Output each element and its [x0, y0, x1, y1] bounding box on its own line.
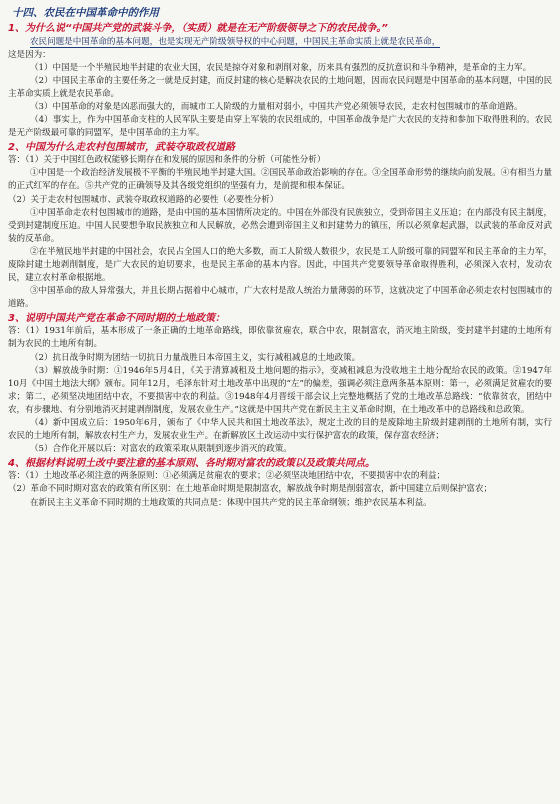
- section-1-line: [8, 36, 552, 49]
- section-2-line-5: ②在半殖民地半封建的中国社会，农民占全国人口的绝大多数，而工人阶级人数很少，农民是工人阶级可靠的同盟军和民主革命的主力军，废除封建土地剥削制度，是广大农民的迫切要求，也是民主革命的基本内容。因此，中国共产党要领导革命取得胜利，必须深入农村，发动农民，建立农村革命根据地。: [8, 246, 552, 283]
- section-4-line-2: （2）革命不同时期对富农的政策有所区别：在土地革命时期是限制富农，解放战争时期是削弱富农，新中国建立后则保护富农；: [8, 484, 493, 495]
- section-3-line-4: （4）新中国成立后：1950年6月，颁布了《中华人民共和国土地改革法》，规定土改的目的是废除地主阶级封建剥削的土地所有制，实行农民的土地所有制，解放农村生产力，发展农业生产。在新解放区土改运动中实行保护富农的政策，保存富农经济；: [8, 417, 552, 441]
- section-2-line-2: ①中国是一个政治经济发展极不平衡的半殖民地半封建大国。②国民革命政治影响的存在。③全国革命形势的继续向前发展。④有相当力量的正式红军的存在。⑤共产党的正确领导及其各级党组织的坚强有力，是前提和根本保证。: [8, 168, 552, 192]
- section-4-line-1: 答：（1）土地改革必须注意的两条原则：①必须满足贫雇农的要求；②必须坚决地团结中农，不要损害中农的利益；: [8, 471, 446, 482]
- document-title: 十四、农民在中国革命中的作用: [12, 7, 159, 19]
- section-1-line-4: （2）中国民主革命的主要任务之一就是反封建，而反封建的核心是解决农民的土地问题，因而农民问题是中国革命的基本问题，中国的民主革命实质上就是农民革命。: [8, 75, 552, 99]
- section-3-line-2: （2）抗日战争时期为团结一切抗日力量战胜日本帝国主义，实行减租减息的土地政策。: [30, 352, 361, 363]
- section-2-line-4: ①中国革命走农村包围城市的道路，是由中国的基本国情所决定的。中国在外部没有民族独立，受到帝国主义压迫；在内部没有民主制度，受到封建制度压迫。中国人民要想争取民族独立和人民解放，必然会遭到帝国主义和封建势力的镇压，所以必须拿起武器，以武装的革命反对武装的反革命。: [8, 207, 552, 244]
- section-3-heading: 3、说明中国共产党在革命不同时期的土地政策：: [8, 312, 225, 324]
- section-4-line-3: 在新民主主义革命不同时期的土地政策的共同点是：体现中国共产党的民主革命纲领；维护农民基本利益。: [30, 497, 432, 508]
- section-3-line-3: （3）解放战争时期：①1946年5月4日，《关于清算减租及土地问题的指示》，变减租减息为没收地主土地分配给农民的政策。②1947年10月《中国土地法大纲》颁布。同年12月，毛泽东针对土地改革中出现的“左”的偏差，强调必须注意两条基本原则：第一，必须满足贫雇农的要求；第二，必须坚决地团结中农，不要损害中农的利益。③1948年4月晋绥干部会议上完整地概括了党的土地改革总路线：“依靠贫农，团结中农，有步骤地、有分别地消灭封建剥削制度，发展农业生产。”这就是中国共产党在新民主主义革命时期，在土地改革中的总路线和总政策。: [8, 365, 552, 415]
- section-4-heading: 4、根据材料说明土改中要注意的基本原则、各时期对富农的政策以及政策共同点。: [8, 457, 375, 469]
- section-3-line-5: （5）合作化开展以后：对富农的政策采取从限制到逐步消灭的政策。: [30, 443, 292, 454]
- section-1-line-5: （3）中国革命的对象是凶恶而强大的，而城市工人阶级的力量相对弱小，中国共产党必须领导农民，走农村包围城市的革命道路。: [30, 101, 523, 112]
- section-2-heading: 2、中国为什么走农村包围城市，武装夺取政权道路: [8, 141, 235, 153]
- section-1-line-3: （1）中国是一个半殖民地半封建的农业大国，农民是掠夺对象和剥削对象，历来具有强烈的反抗意识和斗争精神，是革命的主力军。: [30, 62, 532, 73]
- section-1-line-2: 这是因为：: [8, 49, 51, 60]
- section-2-line-3: （2）关于走农村包围城市、武装夺取政权道路的必要性（必要性分析）: [8, 194, 279, 205]
- section-2-line-6: ③中国革命的敌人异常强大，并且长期占据着中心城市，广大农村是敌人统治力量薄弱的环节，这就决定了中国革命必须走农村包围城市的道路。: [8, 285, 552, 309]
- section-1-line-6: （4）事实上，作为中国革命支柱的人民军队主要是由穿上军装的农民组成的，中国革命战争是广大农民的支持和参加下取得胜利的。农民是无产阶级最可靠的同盟军，是中国革命的主力军。: [8, 114, 552, 138]
- section-1-heading: 1、为什么说“中国共产党的武装斗争，（实质）就是在无产阶级领导之下的农民战争。”: [8, 23, 388, 34]
- section-2-line-1: 答：（1）关于中国红色政权能够长期存在和发展的原因和条件的分析（可能性分析）: [8, 155, 326, 166]
- section-1-line-1: 农民问题是中国革命的基本问题，也是实现无产阶级领导权的中心问题，中国民主革命实质上就是农民革命，: [30, 36, 441, 47]
- section-3-line-1: 答：（1）1931年前后，基本形成了一条正确的土地革命路线，即依靠贫雇农，联合中农，限制富农，消灭地主阶级，变封建半封建的土地所有制为农民的土地所有制。: [8, 326, 552, 350]
